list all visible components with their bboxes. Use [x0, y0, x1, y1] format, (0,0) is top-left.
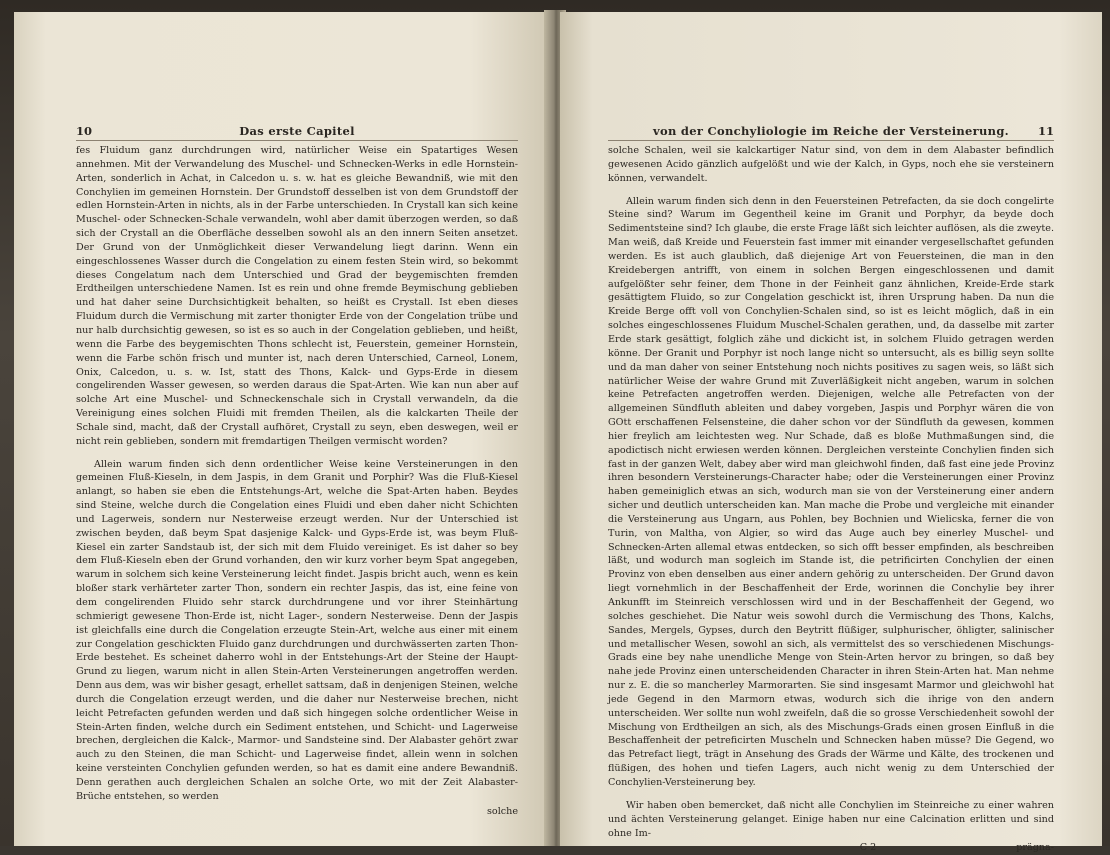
- left-running-head: [76, 124, 518, 141]
- right-paragraph-3: Wir haben oben bemercket, daß nicht alle Conchylien im Steinreiche zu einer wahren und ächten Versteinerung gelanget. Einige haben nur eine Calcination erlitten und sind ohne Im-: [608, 799, 1054, 839]
- left-page: [14, 12, 550, 846]
- left-running-title: Das erste Capitel: [239, 124, 355, 138]
- left-page-number: 10: [76, 124, 93, 138]
- right-paragraph-1: solche Schalen, weil sie kalckartiger Natur sind, von dem in dem Alabaster befindlich gewesenen Acido gänzlich aufgelößt und wie der Kalch, in Gyps, noch ehe sie versteinern können, verwandelt.: [608, 145, 1054, 184]
- right-signature-mark: C 2: [859, 842, 877, 854]
- right-running-head: [608, 124, 1054, 141]
- right-catchword: prägna-: [1016, 842, 1054, 854]
- right-paragraph-2: Allein warum finden sich denn in den Feuersteinen Petrefacten, da sie doch congelirte Steine sind? Warum im Gegentheil keine im Granit und Porphyr, da beyde doch Sedimentsteine sind? Ich glaube, die erste Frage läßt sich leichter auflösen, als die zweyte. Man weiß, daß Kreide und Feuerstein fast immer mit einander vergesellschaftet gefunden werden. Es ist auch glaublich, daß diejenige Art von Feuersteinen, die man in den Kreidebergen antrifft, von einem in solchen Bergen eingeschlossenen und damit aufgelößter sehr feiner, dem Thone in der Feinheit ganz ähnlichen, Kreide-Erde stark gesättigtem Fluido, so zur Congelation geschickt ist, ihren Ursprung haben. Da nun die Kreide Berge offt voll von Conchylien-Schalen sind, so ist es leicht möglich, daß in ein solches eingeschlossenes Fluidum Muschel-Schalen gerathen, und, da dasselbe mit zarter Erde stark gesättigt, folglich zähe und dickicht ist, in solchem Fluido getragen werden könne. Der Granit und Porphyr ist noch lange nicht so untersucht, als es billig seyn sollte und da man daher von seiner Entstehung noch nichts positives zu sagen weis, so läßt sich natürlicher Weise der wahre Grund mit Zuverläßigkeit nicht angeben, warum in solchen keine Petrefacten angetroffen werden. Diejenigen, welche alle Petrefacten von der allgemeinen Sündfluth ableiten und dabey vorgeben, Jaspis und Porphyr wären die von GOtt erschaffenen Felsensteine, die daher schon vor der Sündfluth da gewesen, kommen hier freylich am leichtesten weg. Nur Schade, daß es bloße Muthmaßungen sind, die apodictisch nicht erwiesen werden können. Dergleichen versteinte Conchylien finden sich fast in der ganzen Welt, dabey aber wird man gleichwohl finden, daß fast eine jede Provinz ihren besondern Versteinerungs-Character habe; oder die Versteinerungen einer Provinz haben gemeiniglich etwas an sich, wodurch man sie von der Versteinerung einer andern sicher und deutlich unterscheiden kan. Man mache die Probe und vergleiche mit einander die Versteinerung aus Ungarn, aus Pohlen, bey Bochnien und Wielicska, ferner die von Turin, von Maltha, von Algier, so wird das Auge auch bey einerley Muschel- und Schnecken-Arten allemal etwas entdecken, so sich offt besser empfinden, als beschreiben läßt, und wodurch man sogleich im Stande ist, die petrificirten Conchylien der einen Provinz von eben denselben aus einer andern gehörig zu unterscheiden. Der Grund davon liegt vornehmlich in der Beschaffenheit der Erde, worinnen die Conchylie bey ihrer Ankunfft im Steinreich verschlossen wird und in der Beschaffenheit der Gegend, wo solches geschiehet. Die Natur weis sowohl durch die Vermischung des Thons, Kalchs, Sandes, Mergels, Gypses, durch den Beytritt flüßiger, sulphurischer, öhligter, salinischer und metallischer Wesen, sowohl an sich, als vermittelst des so verschiedenen Mischungs-Grads eine bey nahe unendliche Menge von Stein-Arten hervor zu bringen, so daß bey nahe jede Provinz einen unterscheidenden Character in ihren Stein-Arten hat. Man nehme nur z. E. die so mancherley Marmorarten. Sie sind insgesamt Marmor und gleichwohl hat jede Gegend in den Marmorn etwas, wodurch sich die ihrige von den andern unterscheiden. Wer sollte nun wohl zweifeln, daß die so grosse Verschiedenheit sowohl der Mischung von Erdtheilgen an sich, als des Mischungs-Grads einen grosen Einfluß in die Beschaffenheit der petreficirten Muscheln und Schnecken haben müsse? Die Gegend, wo das Petrefact liegt, trägt in Ansehung des Grads der Wärme und Kälte, des trockenen und flüßigen, des hohen und tiefen Lagers, auch nicht wenig zu dem Unterschied der Conchylien-Versteinerung bey.: [608, 195, 1054, 788]
- right-page-content: [608, 124, 1054, 855]
- right-page: [560, 12, 1102, 854]
- right-running-title: von der Conchyliologie im Reiche der Versteinerung.: [653, 124, 1009, 138]
- left-page-content: [76, 124, 518, 819]
- left-paragraph-1: fes Fluidum ganz durchdrungen wird, natürlicher Weise ein Spatartiges Wesen annehmen. Mit der Verwandelung des Muschel- und Schnecken-Werks in edle Hornstein-Arten, sonderlich in Achat, in Calcedon u. s. w. hat es gleiche Bewandniß, wie mit den Conchylien im gemeinen Hornstein. Der Grundstoff desselben ist von dem Grundstoff der edlen Hornstein-Arten in nichts, als in der Farbe unterschieden. In Crystall kan sich keine Muschel- oder Schnecken-Schale verwandeln, wohl aber damit überzogen werden, so daß sich der Crystall an die Oberfläche desselben sowohl als an den innern Seiten ansetzet. Der Grund von der Unmöglichkeit dieser Verwandelung liegt darinn. Wenn ein eingeschlossenes Wasser durch die Congelation zu einem festen Stein wird, so bekommt dieses Congelatum nach dem Unterschied und Grad der beygemischten fremden Erdtheilgen unterschiedene Namen. Ist es rein und ohne fremde Beymischung geblieben und hat daher seine Durchsichtigkeit behalten, so heißt es Crystall. Ist eben dieses Fluidum durch die Vermischung mit zarter thonigter Erde von der Congelation trübe und nur halb durchsichtig gewesen, so ist es so auch in der Congelation geblieben, und heißt, wenn die Farbe des beygemischten Thons schlecht ist, Feuerstein, gemeiner Hornstein, wenn die Farbe schön frisch und munter ist, nach deren Unterschied, Carneol, Lonem, Onix, Calcedon, u. s. w. Ist, statt des Thons, Kalck- und Gyps-Erde in diesem congelirenden Wasser gewesen, so werden daraus die Spat-Arten. Wie kan nun aber auf solche Art eine Muschel- und Schneckenschale sich in Crystall verwandeln, da die Vereinigung eines solchen Fluidi mit fremden Theilen, als die kalckarten Theile der Schale sind, macht, daß der Crystall aufhöret, Crystall zu seyn, eben deswegen, weil er nicht rein geblieben, sondern mit fremdartigen Theilgen vermischt worden?: [76, 145, 518, 447]
- left-page-foot: [76, 805, 518, 819]
- right-page-foot: [608, 841, 1054, 855]
- right-page-number: 11: [1037, 124, 1054, 138]
- left-catchword: solche: [487, 805, 518, 817]
- left-paragraph-2: Allein warum finden sich denn ordentlicher Weise keine Versteinerungen in den gemeinen Fluß-Kieseln, in dem Jaspis, in dem Granit und Porphir? Was die Fluß-Kiesel anlangt, so haben sie eben die Entstehungs-Art, welche die Spat-Arten haben. Beydes sind Steine, welche durch die Congelation eines Fluidi und eben daher nicht Schichten und Lagerweis, sondern nur Nesterweise erzeugt werden. Nur der Unterschied ist zwischen beyden, daß beym Spat dasjenige Kalck- und Gyps-Erde ist, was beym Fluß-Kiesel ein zarter Sandstaub ist, der sich mit dem Fluido vereiniget. Es ist daher so bey dem Fluß-Kieseln eben der Grund vorhanden, den wir kurz vorher beym Spat angegeben, warum in solchem sich keine Versteinerung leicht findet. Jaspis bricht auch, wenn es kein bloßer stark verhärteter zarter Thon, sondern ein rechter Jaspis, das ist, eine feine von dem congelirenden Fluido sehr starck durchdrungene und vor ihrer Steinhärtung schmierigt gewesene Thon-Erde ist, nicht Lager-, sondern Nesterweise. Denn der Jaspis ist gleichfalls eine durch die Congelation erzeugte Stein-Art, welche aus einer mit einem zur Congelation geschickten Fluido ganz durchdrungen und durchwässerten zarten Thon-Erde bestehet. Es scheinet daherro wohl in der Entstehungs-Art der Steine der Haupt-Grund zu liegen, warum nicht in allen Stein-Arten Versteinerungen angetroffen werden. Denn aus dem, was wir bisher gesagt, erhellet sattsam, daß in denjenigen Steinen, welche durch die Congelation erzeugt werden, und die daher nur Nesterweise brechen, nicht leicht Petrefacten gefunden werden und daß sich hingegen solche ordentlicher Weise in Stein-Arten finden, welche durch ein Sediment entstehen, und Schicht- und Lagerweise brechen, dergleichen die Kalck-, Marmor- und Sandsteine sind. Der Alabaster gehört zwar auch zu den Steinen, die man Schicht- und Lagerweise findet, allein wenn in solchen keine versteinten Conchylien gefunden werden, so hat es damit eine andere Bewandniß. Denn gerathen auch dergleichen Schalen an solche Orte, wo mit der Zeit Alabaster-Brüche entstehen, so werden: [76, 458, 518, 802]
